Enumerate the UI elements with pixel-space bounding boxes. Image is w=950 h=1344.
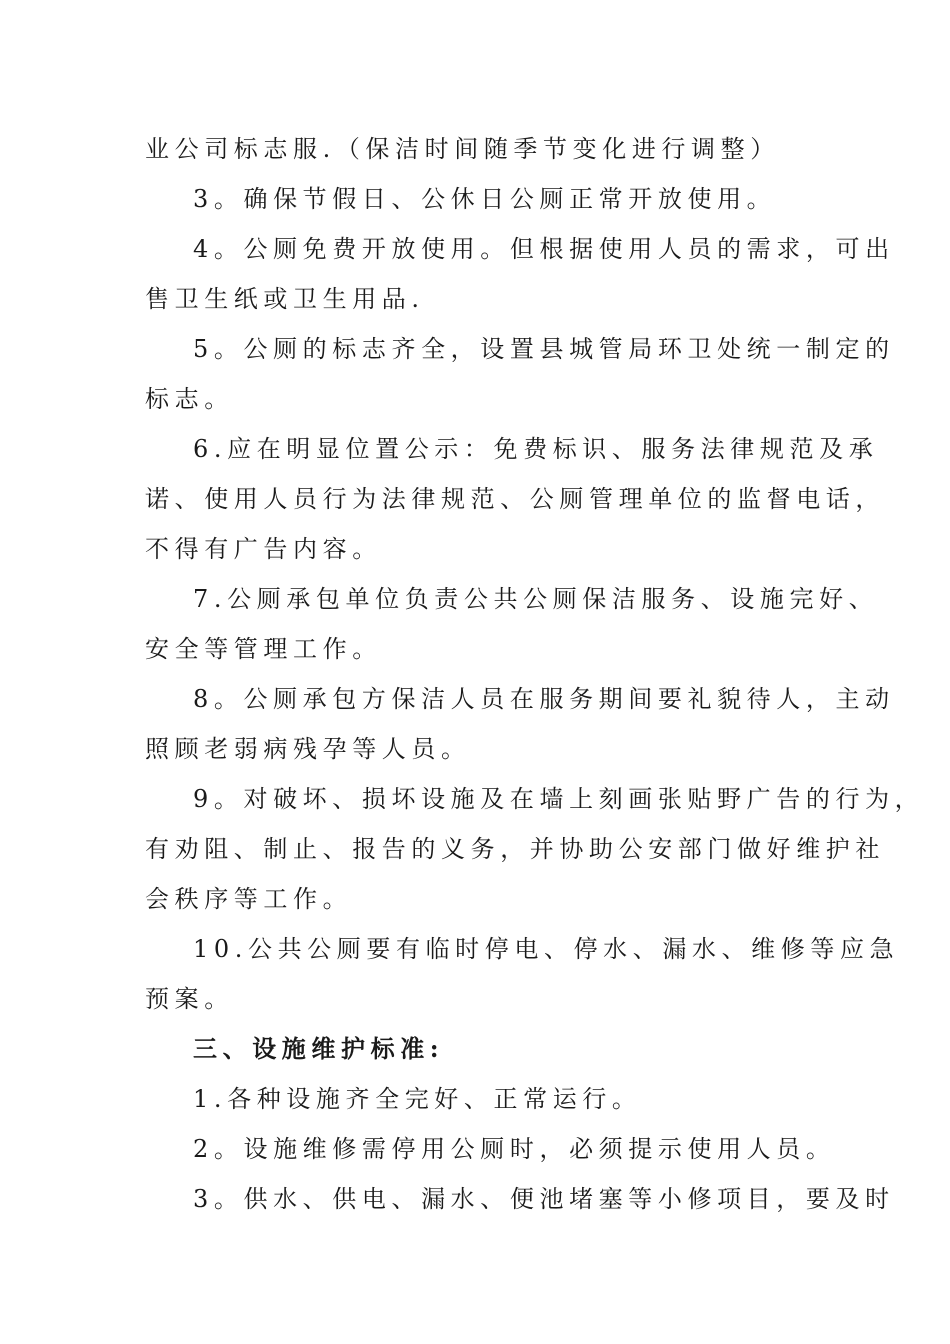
- text-line: 8。公厕承包方保洁人员在服务期间要礼貌待人，主动: [193, 685, 895, 713]
- text-line: 预案。: [145, 985, 234, 1013]
- text-line: 业公司标志服.（保洁时间随季节变化进行调整）: [145, 135, 780, 163]
- text-line: 标志。: [145, 385, 234, 413]
- text-line: 4。公厕免费开放使用。但根据使用人员的需求，可出: [193, 235, 895, 263]
- text-line: 7.公厕承包单位负责公共公厕保洁服务、设施完好、: [193, 585, 879, 613]
- text-line: 10.公共公厕要有临时停电、停水、漏水、维修等应急: [193, 935, 900, 963]
- text-line: 安全等管理工作。: [145, 635, 382, 663]
- section-heading: 三、设施维护标准:: [193, 1034, 445, 1063]
- text-line: 2。设施维修需停用公厕时，必须提示使用人员。: [193, 1135, 836, 1163]
- text-line: 5。公厕的标志齐全，设置县城管局环卫处统一制定的: [193, 335, 895, 363]
- text-line: 有劝阻、制止、报告的义务，并协助公安部门做好维护社: [145, 835, 885, 863]
- text-line: 9。对破坏、损坏设施及在墙上刻画张贴野广告的行为，: [193, 785, 925, 813]
- text-line: 6.应在明显位置公示：免费标识、服务法律规范及承: [193, 435, 879, 463]
- text-line: 3。确保节假日、公休日公厕正常开放使用。: [193, 185, 777, 213]
- text-line: 不得有广告内容。: [145, 535, 382, 563]
- text-line: 诺、使用人员行为法律规范、公厕管理单位的监督电话，: [145, 485, 885, 513]
- text-line: 3。供水、供电、漏水、便池堵塞等小修项目，要及时: [193, 1185, 895, 1213]
- text-line: 会秩序等工作。: [145, 885, 353, 913]
- text-line: 1.各种设施齐全完好、正常运行。: [193, 1085, 642, 1113]
- text-line: 照顾老弱病残孕等人员。: [145, 735, 471, 763]
- text-line: 售卫生纸或卫生用品.: [145, 285, 425, 313]
